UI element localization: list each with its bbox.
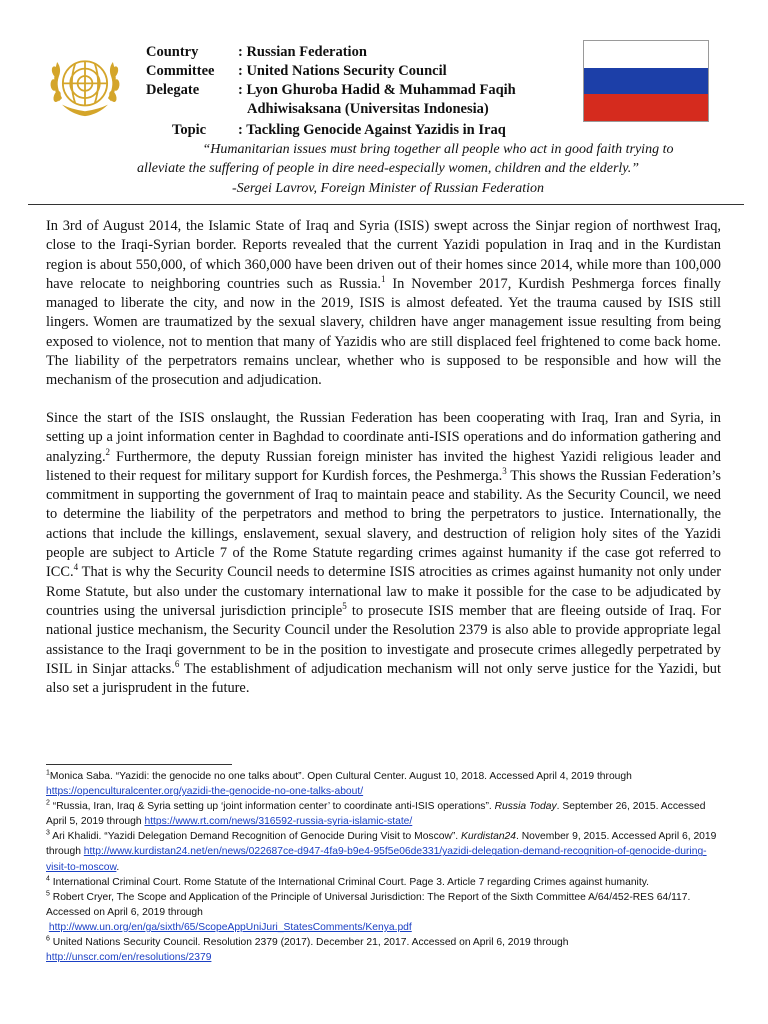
russian-flag-icon bbox=[583, 40, 709, 122]
header-committee: Committee : United Nations Security Council bbox=[146, 63, 447, 79]
footnote-2-link[interactable]: https://www.rt.com/news/316592-russia-syria-islamic-state/ bbox=[144, 816, 413, 828]
header-country: Country : Russian Federation bbox=[146, 44, 367, 60]
footnote-4: $^4$ International Criminal Court. Rome Statute of the International Criminal Court. Page 3. Article 7 regarding Crimes against humanity. bbox=[46, 875, 649, 888]
footnote-5: $^5$ Robert Cryer, The Scope and Application of the Principle of Universal Jurisdiction: The Report of the Sixth Committee A/64/452-RES 64/117. Accessed on April 6, 2019 through http://www.un.org/en/ga/sixth/65/ScopeAppUniJuri_StatesComments/Kenya.pdf bbox=[46, 890, 691, 933]
quote-line-1: “Humanitarian issues must bring together all people who act in good faith trying to bbox=[202, 142, 674, 157]
footnotes bbox=[46, 769, 726, 965]
body-paragraph-1: In 3rd of August 2014, the Islamic State of Iraq and Syria (ISIS) swept across the Sinjar region of northwest Iraq, close to the Iraqi-Syrian border. Reports revealed that the current Yazidi population in Iraq and in the Kurdistan region is about 550,000, of which 360,000 have been driven out of their homes since 2014, while more than 100,000 have relocate to neighboring countries such as Russia.$^1$ In November 2017, Kurdish Peshmerga forces finally managed to liberate the city, and now in the 2019, ISIS is almost defeated. Yet the trauma caused by ISIS still lingers. Women are traumatized by the sexual slavery, children have anger management issue resulting from being exposed to violence, not to mention that many of Yazidis who are still displaced feel frightened to come back home. The liability of the perpetrators remains unclear, whether who is supposed to be responsible and how will the mechanism of the prosecution and adjudication. bbox=[46, 218, 721, 389]
flag-stripe-red bbox=[584, 94, 708, 121]
footnote-1: $^1$Monica Saba. “Yazidi: the genocide no one talks about”. Open Cultural Center. August 10, 2018. Accessed April 4, 2019 through https://openculturalcenter.org/yazidi-the-genocide-no-one-talks-about/ bbox=[46, 769, 632, 798]
header-delegate: Delegate : Lyon Ghuroba Hadid & Muhammad Faqih bbox=[146, 82, 516, 98]
footnote-2: $^2$ “Russia, Iran, Iraq & Syria setting up ‘joint information center’ to coordinate anti-ISIS operations”. Russia Today. September 26, 2015. Accessed April 5, 2019 through https://www.rt.com/news/316592-russia-syria-islamic-state/ bbox=[46, 799, 706, 828]
quote-line-2: alleviate the suffering of people in dire need-especially women, children and the elderly.” bbox=[136, 161, 640, 176]
header-topic: Topic : Tackling Genocide Against Yazidis in Iraq bbox=[172, 122, 506, 138]
footnote-5-link[interactable]: http://www.un.org/en/ga/sixth/65/ScopeAppUniJuri_StatesComments/Kenya.pdf bbox=[48, 921, 412, 933]
flag-stripe-blue bbox=[584, 68, 708, 95]
footnote-6: $^6$ United Nations Security Council. Resolution 2379 (2017). December 21, 2017. Accessed on April 6, 2019 through http://unscr.com/en/resolutions/2379 bbox=[46, 935, 569, 964]
footnote-ref-5[interactable]: 5 bbox=[342, 601, 347, 612]
header-delegate-cont: Adhiwisaksana (Universitas Indonesia) bbox=[247, 101, 489, 117]
footnote-ref-2[interactable]: 2 bbox=[105, 446, 111, 457]
header-divider bbox=[28, 204, 744, 206]
footnote-3-link[interactable]: http://www.kurdistan24.net/en/news/022687ce-d947-4fa9-b9e4-95f5e06de331/yazidi-delegation-demand-recognition-of-genocide-during-visit-to-moscow bbox=[46, 846, 707, 873]
footnote-ref-1[interactable]: 1 bbox=[380, 274, 386, 285]
footnote-divider bbox=[46, 764, 232, 765]
footnote-1-link[interactable]: https://openculturalcenter.org/yazidi-the-genocide-no-one-talks-about/ bbox=[46, 786, 364, 798]
footnote-ref-3[interactable]: 3 bbox=[502, 466, 507, 477]
footnote-ref-6[interactable]: 6 bbox=[174, 659, 180, 670]
quote-attribution: -Sergei Lavrov, Foreign Minister of Russian Federation bbox=[232, 181, 544, 196]
flag-stripe-white bbox=[584, 41, 708, 68]
un-emblem-icon bbox=[44, 44, 126, 126]
footnote-3: $^3$ Ari Khalidi. “Yazidi Delegation Demand Recognition of Genocide During Visit to Moscow”. Kurdistan24. November 9, 2015. Accessed April 6, 2019 through http://www.kurdistan24.net/en/news/022687ce-d947-4fa9-b9e4-95f5e06de331/yazidi-delegation-demand-recognition-of-genocide-during-visit-to-moscow. bbox=[46, 829, 717, 873]
body-paragraph-2: Since the start of the ISIS onslaught, the Russian Federation has been cooperating with Iraq, Iran and Syria, in setting up a joint information center in Baghdad to coordinate anti-ISIS operations and do information gathering and analyzing.$^2$ Furthermore, the deputy Russian foreign minister has invited the highest Yazidi religious leader and listened to their request for military support for Kurdish forces, the Peshmerga.$^3$ This shows the Russian Federation’s commitment in supporting the government of Iraq to maintain peace and stability. As the Security Council, we need to determine the liability of the perpetrators and method to bring the perpetrators to justice. Internationally, the actions that include the killings, enslavement, sexual slavery, and destruction of religion holy sites of the Yazidi people are subject to Article 7 of the Rome Statute regarding crimes against humanity if the case got referred to ICC.$^4$ That is why the Security Council needs to determine ISIS atrocities as crimes against humanity not only under Rome Statute, but also under the customary international law to make it possible for the case to be adjudicated by countries using the universal jurisdiction principle$^5$ to prosecute ISIS member that are fleeing outside of Iraq. For national justice mechanism, the Security Council under the Resolution 2379 is also able to provide appropriate legal assistance to the Iraqi government to be in the position to investigate and prosecute crimes allegedly perpetrated by ISIL in Sinjar attacks.$^6$ The establishment of adjudication mechanism will not only serve justice for the Yazidi, but also set a jurisprudent in the future. bbox=[46, 410, 722, 697]
footnote-ref-4[interactable]: 4 bbox=[73, 562, 79, 573]
footnote-6-link[interactable]: http://unscr.com/en/resolutions/2379 bbox=[46, 952, 212, 964]
